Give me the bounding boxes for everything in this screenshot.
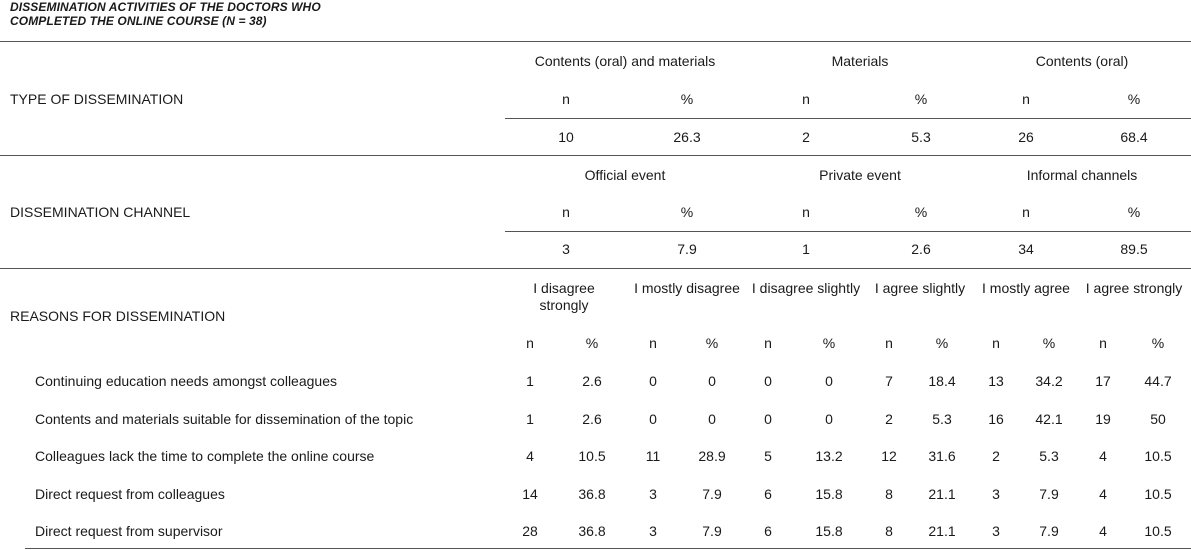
reason-value-cell: 0 — [825, 411, 833, 427]
channel-value-cell: 7.9 — [677, 241, 697, 257]
reason-row-label: Direct request from supervisor — [35, 523, 223, 539]
reason-value-cell: 0 — [708, 373, 716, 389]
type-group-header: Materials — [831, 53, 889, 69]
reason-value-cell: 0 — [649, 373, 657, 389]
reasons-group-header: I disagree slightly — [751, 280, 861, 296]
reason-value-cell: 3 — [992, 523, 1000, 539]
reason-value-cell: 6 — [764, 486, 772, 502]
reason-value-cell: 13.2 — [815, 448, 843, 464]
reason-value-cell: 12 — [881, 448, 897, 464]
reasons-subheader: n — [1099, 335, 1107, 351]
reason-value-cell: 8 — [885, 486, 893, 502]
reasons-subheader: n — [992, 335, 1000, 351]
reason-row-label: Contents and materials suitable for dissemination of the topic — [35, 411, 414, 427]
channel-value-cell: 1 — [802, 241, 810, 257]
reasons-for-dissemination-heading: REASONS FOR DISSEMINATION — [10, 308, 226, 324]
channel-value-cell: 2.6 — [911, 241, 931, 257]
channel-value-cell: 34 — [1018, 241, 1034, 257]
reason-value-cell: 0 — [764, 411, 772, 427]
channel-subheader: n — [1022, 204, 1030, 220]
reason-value-cell: 13 — [988, 373, 1004, 389]
reason-value-cell: 3 — [649, 523, 657, 539]
type-subheader: n — [802, 91, 810, 107]
type-value-cell: 26.3 — [673, 129, 701, 145]
reason-value-cell: 28.9 — [698, 448, 726, 464]
reasons-subheader: % — [1042, 335, 1056, 351]
reason-value-cell: 1 — [526, 373, 534, 389]
reason-value-cell: 7 — [885, 373, 893, 389]
type-group-header: Contents (oral) and materials — [534, 53, 716, 69]
channel-group-header: Informal channels — [1026, 167, 1138, 183]
reason-row-label: Colleagues lack the time to complete the online course — [35, 448, 375, 464]
reason-value-cell: 0 — [708, 411, 716, 427]
reasons-subheader: n — [649, 335, 657, 351]
reason-value-cell: 0 — [825, 373, 833, 389]
channel-subheader: % — [680, 204, 694, 220]
channel-value-cell: 3 — [562, 241, 570, 257]
type-subheader: % — [680, 91, 694, 107]
reason-value-cell: 7.9 — [1039, 523, 1059, 539]
reason-value-cell: 11 — [645, 448, 661, 464]
channel-group-header: Private event — [819, 167, 901, 183]
reasons-group-header: I disagree strongly — [533, 280, 595, 313]
reasons-subheader: % — [1151, 335, 1165, 351]
dissemination-channel-heading: DISSEMINATION CHANNEL — [10, 204, 191, 220]
caption-line-2: COMPLETED THE ONLINE COURSE (N = 38) — [10, 14, 267, 28]
channel-subheader: n — [802, 204, 810, 220]
channel-section-rule — [0, 268, 1191, 269]
type-subheader: % — [1127, 91, 1141, 107]
reason-value-cell: 34.2 — [1035, 373, 1063, 389]
reason-value-cell: 44.7 — [1144, 373, 1172, 389]
type-value-cell: 2 — [802, 129, 810, 145]
type-value-cell: 5.3 — [911, 129, 931, 145]
reasons-subheader: % — [585, 335, 599, 351]
reason-value-cell: 5 — [764, 448, 772, 464]
reason-value-cell: 5.3 — [932, 411, 952, 427]
reason-value-cell: 16 — [988, 411, 1004, 427]
type-subheader: n — [1022, 91, 1030, 107]
reason-value-cell: 1 — [526, 411, 534, 427]
reason-value-cell: 10.5 — [1144, 448, 1172, 464]
reason-row-label: Direct request from colleagues — [35, 486, 225, 502]
reason-value-cell: 31.6 — [928, 448, 956, 464]
reason-row-label: Continuing education needs amongst colleagues — [35, 373, 337, 389]
type-value-cell: 10 — [558, 129, 574, 145]
reason-value-cell: 15.8 — [815, 486, 843, 502]
reasons-subheader: n — [526, 335, 534, 351]
channel-group-header: Official event — [584, 167, 666, 183]
reason-value-cell: 5.3 — [1039, 448, 1059, 464]
channel-value-cell: 89.5 — [1120, 241, 1148, 257]
reason-value-cell: 15.8 — [815, 523, 843, 539]
reasons-subheader: % — [822, 335, 836, 351]
reason-value-cell: 10.5 — [578, 448, 606, 464]
reason-value-cell: 17 — [1095, 373, 1111, 389]
reason-value-cell: 19 — [1095, 411, 1111, 427]
reason-value-cell: 6 — [764, 523, 772, 539]
reason-value-cell: 0 — [649, 411, 657, 427]
reason-value-cell: 21.1 — [928, 486, 956, 502]
reason-value-cell: 7.9 — [702, 486, 722, 502]
reason-value-cell: 4 — [526, 448, 534, 464]
type-section-rule — [0, 155, 1191, 156]
reasons-subheader: % — [935, 335, 949, 351]
reason-value-cell: 21.1 — [928, 523, 956, 539]
reason-value-cell: 4 — [1099, 486, 1107, 502]
type-of-dissemination-heading: TYPE OF DISSEMINATION — [10, 91, 184, 107]
reason-value-cell: 36.8 — [578, 486, 606, 502]
reasons-group-header: I mostly agree — [982, 280, 1070, 296]
table-caption — [10, 0, 610, 28]
type-values-rule — [505, 118, 1191, 119]
reason-value-cell: 36.8 — [578, 523, 606, 539]
type-group-header: Contents (oral) — [1035, 53, 1129, 69]
reason-value-cell: 28 — [522, 523, 538, 539]
table-top-rule — [0, 41, 1191, 42]
reason-value-cell: 7.9 — [702, 523, 722, 539]
channel-subheader: % — [914, 204, 928, 220]
reason-value-cell: 8 — [885, 523, 893, 539]
reasons-group-header: I mostly disagree — [634, 280, 740, 296]
reason-value-cell: 4 — [1099, 448, 1107, 464]
table-bottom-rule — [25, 548, 1191, 549]
reason-value-cell: 18.4 — [928, 373, 956, 389]
reason-value-cell: 2.6 — [582, 411, 602, 427]
reasons-group-header: I agree strongly — [1085, 280, 1183, 296]
reasons-subheader: n — [764, 335, 772, 351]
reason-value-cell: 2 — [885, 411, 893, 427]
type-value-cell: 26 — [1018, 129, 1034, 145]
reason-value-cell: 10.5 — [1144, 523, 1172, 539]
reason-value-cell: 3 — [992, 486, 1000, 502]
reason-value-cell: 50 — [1150, 411, 1166, 427]
reasons-subheader: n — [885, 335, 893, 351]
reason-value-cell: 2.6 — [582, 373, 602, 389]
channel-values-rule — [505, 231, 1191, 232]
reasons-group-header: I agree slightly — [874, 280, 966, 296]
reason-value-cell: 42.1 — [1035, 411, 1063, 427]
reason-value-cell: 2 — [992, 448, 1000, 464]
type-subheader: n — [562, 91, 570, 107]
channel-subheader: n — [562, 204, 570, 220]
type-subheader: % — [914, 91, 928, 107]
type-value-cell: 68.4 — [1120, 129, 1148, 145]
caption-line-1: DISSEMINATION ACTIVITIES OF THE DOCTORS WHO — [10, 0, 321, 14]
reason-value-cell: 7.9 — [1039, 486, 1059, 502]
reason-value-cell: 0 — [764, 373, 772, 389]
channel-subheader: % — [1127, 204, 1141, 220]
reason-value-cell: 14 — [522, 486, 538, 502]
reason-value-cell: 10.5 — [1144, 486, 1172, 502]
reason-value-cell: 3 — [649, 486, 657, 502]
reasons-subheader: % — [705, 335, 719, 351]
reason-value-cell: 4 — [1099, 523, 1107, 539]
